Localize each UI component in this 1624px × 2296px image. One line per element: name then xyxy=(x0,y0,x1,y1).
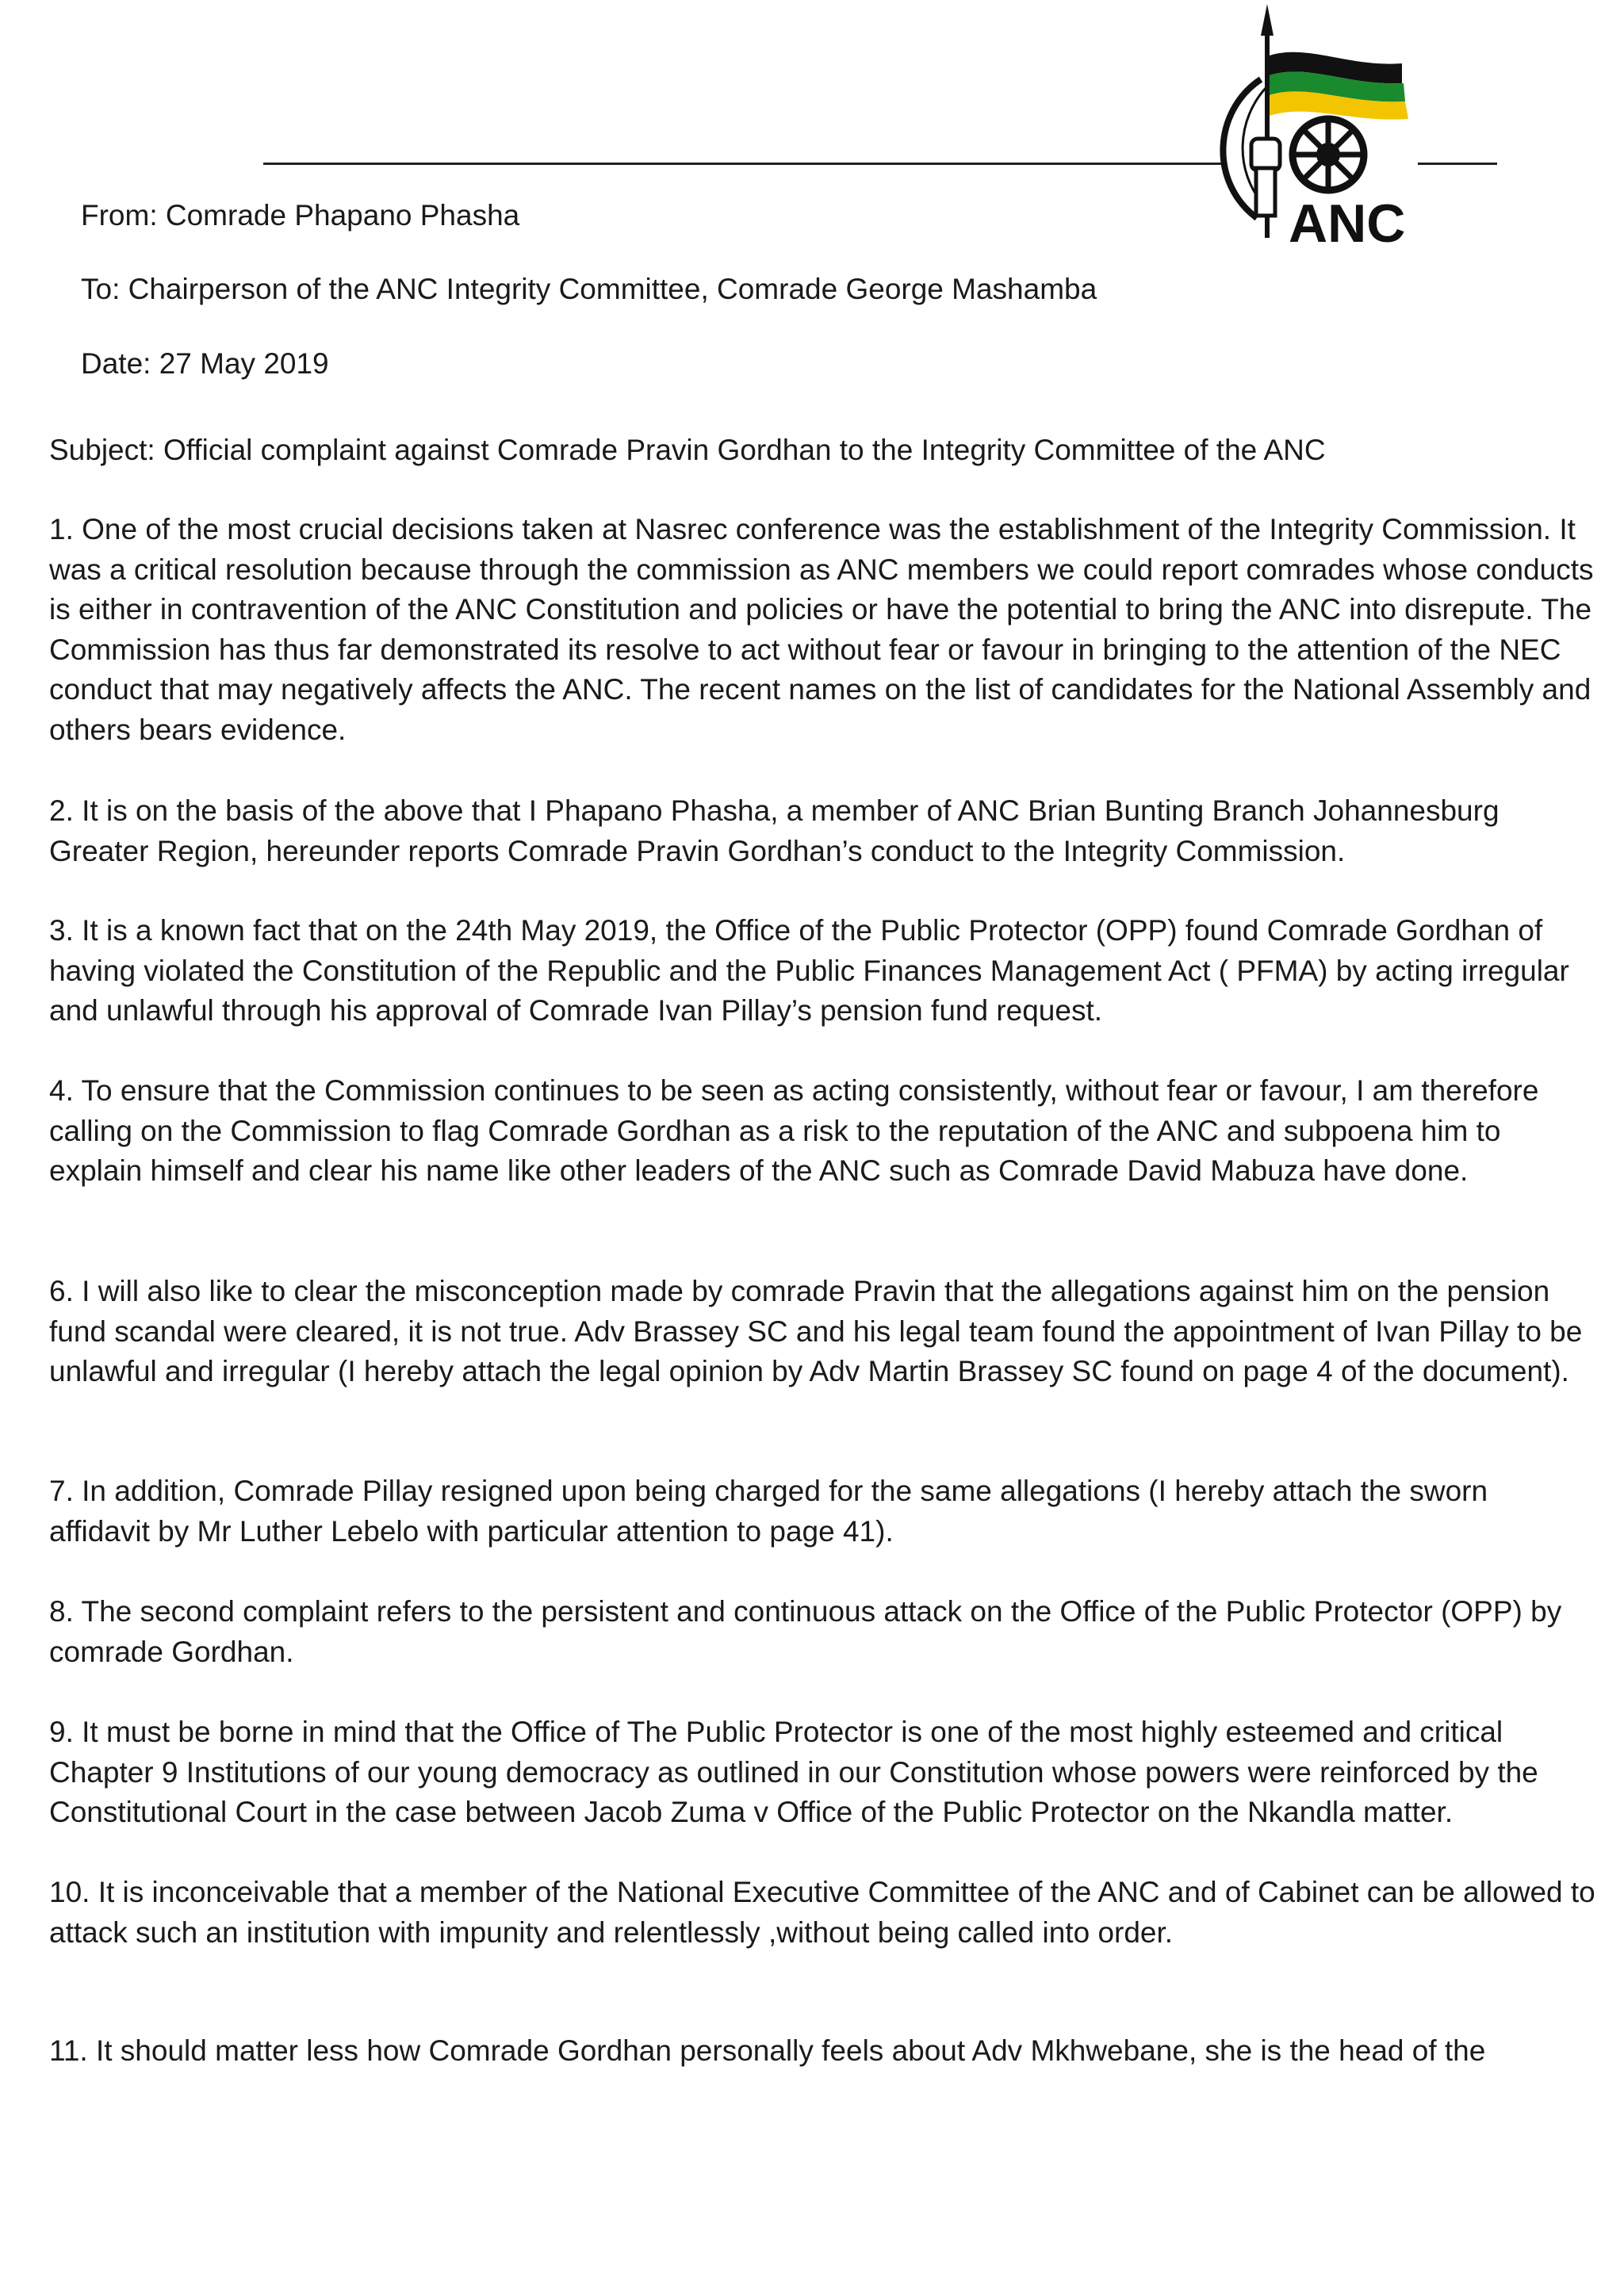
paragraph-8: 8. The second complaint refers to the persistent and continuous attack on the Office of the Public Protector (OPP) by comrade Gordhan. xyxy=(49,1595,1562,1668)
spear-tip xyxy=(1261,4,1274,36)
from-line: From: Comrade Phapano Phasha xyxy=(81,199,520,232)
paragraph-4: 4. To ensure that the Commission continues to be seen as acting consistently, without fear or favour, I am therefore calling on the Commission to flag Comrade Gordhan as a risk to the reputation of the ANC and subpoena him to explain himself and clear his name like other leaders of the ANC such as Comrade David Mabuza have done. xyxy=(49,1074,1539,1187)
paragraph-11: 11. It should matter less how Comrade Gordhan personally feels about Adv Mkhwebane, she is the head of the xyxy=(49,2034,1486,2067)
paragraph-6: 6. I will also like to clear the misconception made by comrade Pravin that the allegations against him on the pension fund scandal were cleared, it is not true. Adv Brassey SC and his legal team found the appointment of Ivan Pillay to be unlawful and irregular (I hereby attach the legal opinion by Adv Martin Brassey SC found on page 4 of the document). xyxy=(49,1275,1583,1387)
paragraph-3: 3. It is a known fact that on the 24th May 2019, the Office of the Public Protector (OPP) found Comrade Gordhan of having violated the Constitution of the Republic and the Public Finances Management Act ( PFMA) by acting irregular and unlawful through his approval of Comrade Ivan Pillay’s pension fund request. xyxy=(49,914,1569,1027)
fist xyxy=(1251,139,1280,170)
paragraph-10: 10. It is inconceivable that a member of the National Executive Committee of the ANC and of Cabinet can be allowed to attack such an institution with impunity and relentlessly ,without being called into order. xyxy=(49,1876,1595,1949)
logo-text: ANC xyxy=(1289,193,1406,254)
arm xyxy=(1256,168,1275,216)
to-line: To: Chairperson of the ANC Integrity Committee, Comrade George Mashamba xyxy=(81,273,1097,305)
subject-line: Subject: Official complaint against Comrade Pravin Gordhan to the Integrity Committee of the ANC xyxy=(49,434,1326,466)
header-rule-left xyxy=(263,163,1223,165)
anc-logo xyxy=(1189,0,1427,254)
paragraph-9: 9. It must be borne in mind that the Office of The Public Protector is one of the most highly esteemed and critical Chapter 9 Institutions of our young democracy as outlined in our Constitution whose powers were reinforced by the Constitutional Court in the case between Jacob Zuma v Office of the Public Protector on the Nkandla matter. xyxy=(49,1716,1538,1828)
paragraph-1: 1. One of the most crucial decisions taken at Nasrec conference was the establishment of the Integrity Commission. It was a critical resolution because through the commission as ANC members we could report comrades whose conducts is either in contravention of the ANC Constitution and policies or have the potential to bring the ANC into disrepute. The Commission has thus far demonstrated its resolve to act without fear or favour in bringing to the attention of the NEC conduct that may negatively affects the ANC. The recent names on the list of candidates for the National Assembly and others bears evidence. xyxy=(49,513,1594,746)
paragraph-7: 7. In addition, Comrade Pillay resigned upon being charged for the same allegations (I hereby attach the sworn affidavit by Mr Luther Lebelo with particular attention to page 41). xyxy=(49,1475,1488,1548)
header-rule-right xyxy=(1418,163,1497,165)
date-line: Date: 27 May 2019 xyxy=(81,347,329,380)
wheel xyxy=(1293,119,1364,190)
paragraph-2: 2. It is on the basis of the above that I Phapano Phasha, a member of ANC Brian Bunting Branch Johannesburg Greater Region, hereunder reports Comrade Pravin Gordhan’s conduct to the Integrity Commission. xyxy=(49,794,1500,867)
